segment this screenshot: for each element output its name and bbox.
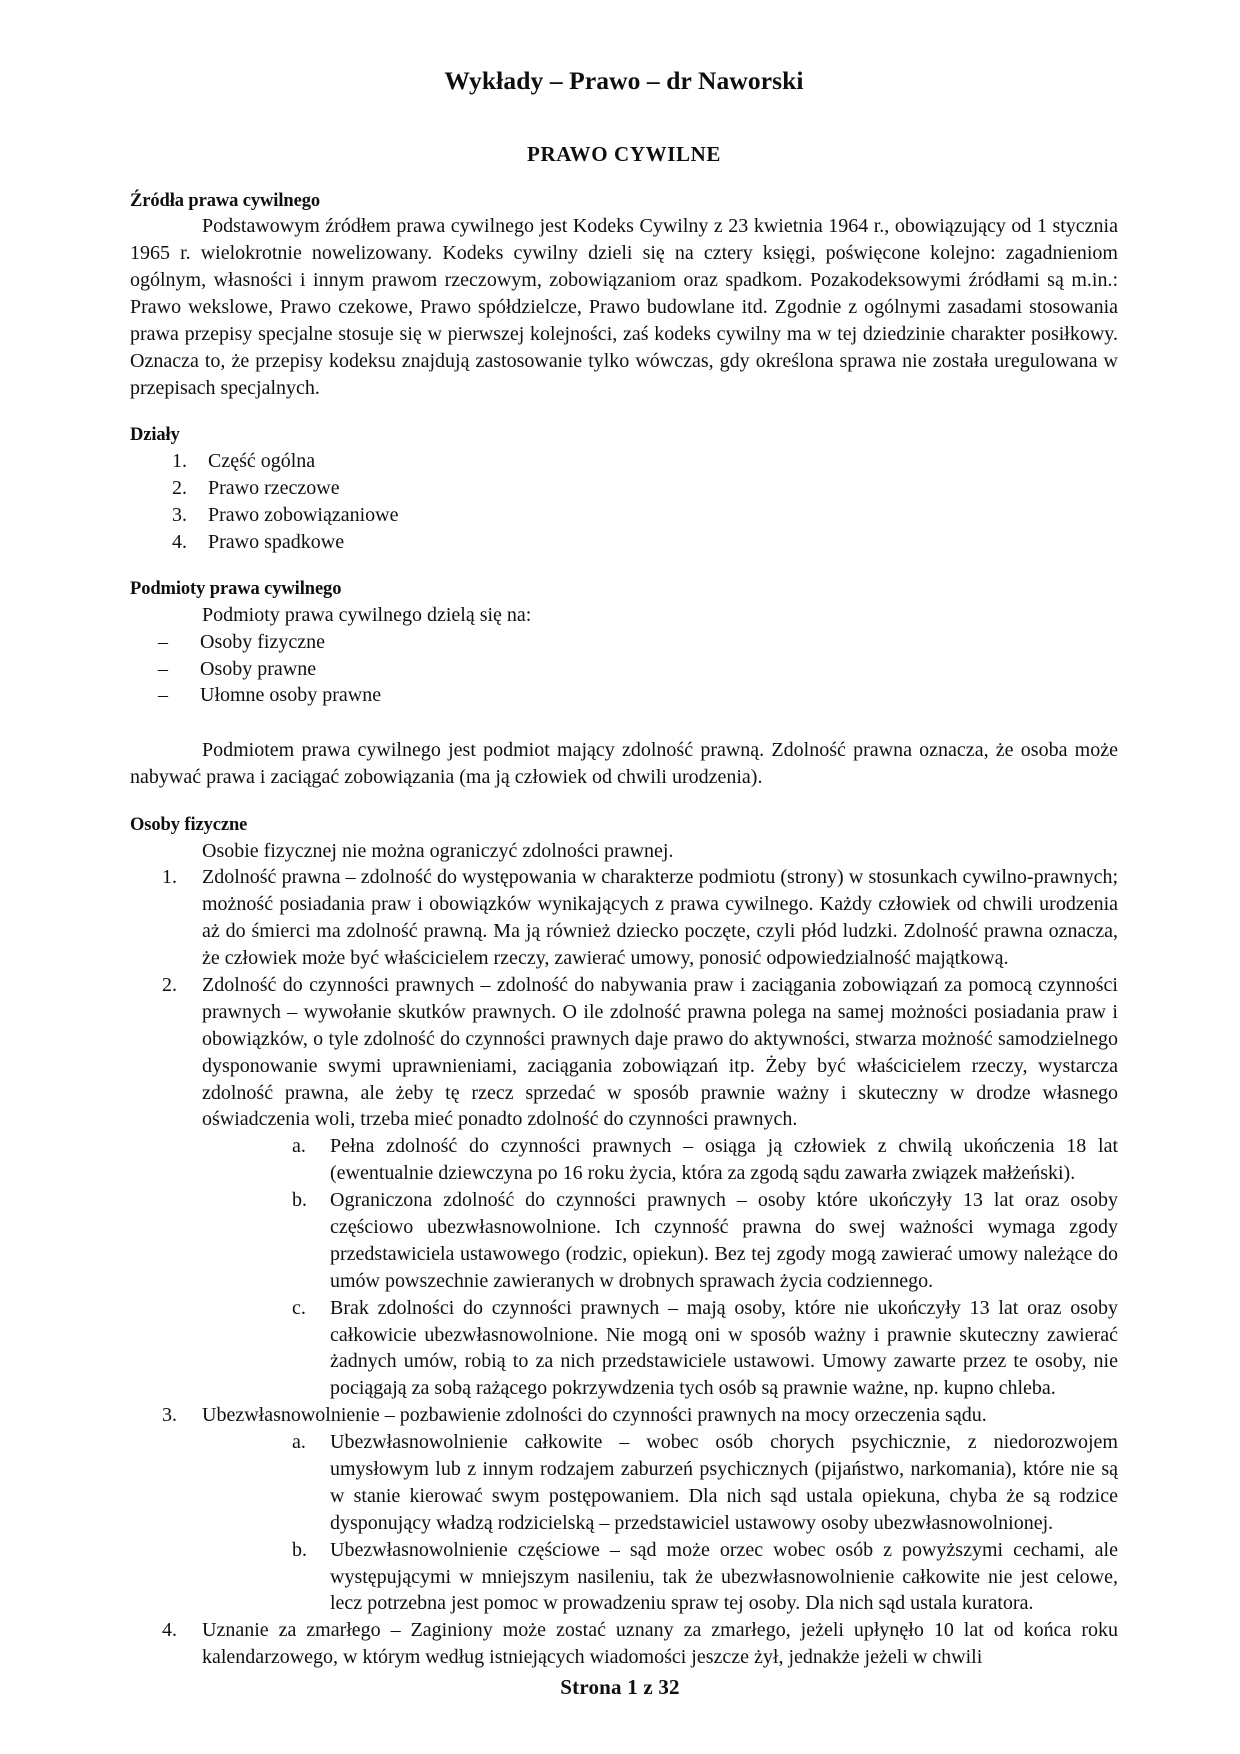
- list-marker: 1.: [172, 449, 187, 472]
- section-title: PRAWO CYWILNE: [527, 141, 721, 166]
- list-item-text: Osoby fizyczne: [200, 630, 325, 653]
- sublist-item: [202, 1295, 1118, 1403]
- sublist-item-text: Brak zdolności do czynności prawnych – mają osoby, które nie ukończyły 13 lat oraz osoby całkowicie ubezwłasnowolnione. Nie mogą oni w sposób ważny i prawnie skuteczny zawierać żadnych umów, robią to za nich przedstawiciele ustawowi. Umowy zawarte przez te osoby, nie pociągają za sobą rażącego pokrzywdzenia tych osób są prawnie ważne, np. kupno chleba.: [330, 1296, 1118, 1400]
- list-item: [130, 629, 1118, 656]
- list-marker: 1.: [162, 866, 177, 889]
- sublist-marker: b.: [292, 1189, 307, 1212]
- list-marker: 3.: [172, 503, 187, 526]
- heading-osoby-fizyczne: Osoby fizyczne: [130, 815, 248, 836]
- sublist-marker: a.: [292, 1135, 306, 1158]
- list-marker: 3.: [162, 1404, 177, 1427]
- list-item: [130, 1402, 1118, 1617]
- page-footer: Strona 1 z 32: [560, 1675, 680, 1699]
- dash-bullet-icon: –: [158, 684, 168, 707]
- sublist-item-text: Ubezwłasnowolnienie częściowe – sąd może orzec wobec osób z powyższymi cechami, ale występującymi w mniejszym nasileniu, tak że ubezwłasnowolnienie całkowite nie jest celowe, lecz potrzebna jest pomoc w prowadzeniu spraw tej osoby. Dla nich sąd ustala kuratora.: [330, 1538, 1118, 1615]
- sublist-item: [202, 1133, 1118, 1187]
- sublist-zdolnosc-czynnosci: [202, 1133, 1118, 1402]
- list-marker: 2.: [162, 974, 177, 996]
- heading-zrodla-prawa-cywilnego: Źródła prawa cywilnego: [130, 190, 320, 211]
- sublist-item-text: Ograniczona zdolność do czynności prawnych – osoby które ukończyły 13 lat oraz osoby częściowo ubezwłasnowolnione. Ich czynność prawna do swej ważności wymaga zgody przedstawiciela ustawowego (rodzic, opiekun). Bez tej zgody mogą zawierać umowy należące do umów powszechnie zawieranych w drobnych sprawach życia codziennego.: [330, 1189, 1118, 1292]
- sublist-item-text: Pełna zdolność do czynności prawnych – osiąga ją człowiek z chwilą ukończenia 18 lat (ewentualnie dziewczyna po 16 roku życia, która za zgodą sądu zawarła związek małżeński).: [330, 1135, 1118, 1185]
- list-marker: 4.: [162, 1619, 177, 1642]
- list-item: [130, 1617, 1118, 1671]
- dash-bullet-icon: –: [158, 630, 168, 653]
- page-title: Wykłady – Prawo – dr Naworski: [444, 66, 804, 95]
- list-osoby-fizyczne: [130, 864, 1118, 1671]
- sublist-item: [202, 1187, 1118, 1295]
- list-item-text: Uznanie za zmarłego – Zaginiony może zostać uznany za zmarłego, jeżeli upłynęło 10 lat od końca roku kalendarzowego, w którym według istniejących wiadomości jeszcze żył, jednakże jeżeli w chwili: [202, 1619, 1118, 1669]
- list-item: [130, 972, 1118, 1402]
- sublist-item-text: Ubezwłasnowolnienie całkowite – wobec osób chorych psychicznie, z niedorozwojem umysłowym lub z innym rodzajem zaburzeń psychicznych (pijaństwo, narkomania), które nie są w stanie kierować swym postępowaniem. Dla nich sąd ustala opiekuna, chyba że są rodzice dysponujący władzą rodzicielską – przedstawiciel ustawowy osoby ubezwłasnowolnionej.: [330, 1431, 1118, 1534]
- sublist-marker: a.: [292, 1431, 306, 1454]
- list-item: [130, 502, 1118, 529]
- list-item-text: Ułomne osoby prawne: [200, 684, 382, 707]
- list-marker: 4.: [172, 530, 187, 553]
- paragraph-osoby-fizyczne-lead: Osobie fizycznej nie można ograniczyć zdolności prawnej.: [202, 839, 674, 862]
- heading-dzialy: Działy: [130, 425, 180, 446]
- list-item-text: Ubezwłasnowolnienie – pozbawienie zdolności do czynności prawnych na mocy orzeczenia sądu.: [202, 1404, 987, 1427]
- paragraph-podmiot-zdolnosc: Podmiotem prawa cywilnego jest podmiot mający zdolność prawną. Zdolność prawna oznacza, że osoba może nabywać prawa i zaciągać zobowiązania (ma ją człowiek od chwili urodzenia).: [130, 739, 1118, 789]
- list-dzialy: [130, 448, 1118, 556]
- sublist-item: [202, 1429, 1118, 1537]
- sublist-item: [202, 1537, 1118, 1618]
- list-item-text: Prawo zobowiązaniowe: [208, 503, 399, 526]
- list-item: [130, 682, 1118, 709]
- list-item-text: Prawo rzeczowe: [208, 476, 340, 499]
- list-item-text: Część ogólna: [208, 449, 316, 472]
- paragraph-podmioty-lead: Podmioty prawa cywilnego dzielą się na:: [202, 603, 532, 626]
- sublist-ubezwlasnowolnienie: [202, 1429, 1118, 1617]
- list-marker: 2.: [172, 476, 187, 499]
- list-item-text: Osoby prawne: [200, 657, 317, 680]
- sublist-marker: c.: [292, 1296, 306, 1319]
- paragraph-zrodla: Podstawowym źródłem prawa cywilnego jest Kodeks Cywilny z 23 kwietnia 1964 r., obowiązujący od 1 stycznia 1965 r. wielokrotnie nowelizowany. Kodeks cywilny dzieli się na cztery księgi, poświęcone kolejno: zagadnieniom ogólnym, własności i innym prawom rzeczowym, zobowiązaniom oraz spadkom. Pozakodeksowymi źródłami są m.in.: Prawo wekslowe, Prawo czekowe, Prawo spółdzielcze, Prawo budowlane itd. Zgodnie z ogólnymi zasadami stosowania prawa przepisy specjalne stosuje się w pierwszej kolejności, zaś kodeks cywilny ma w tej dziedzinie charakter posiłkowy. Oznacza to, że przepisy kodeksu znajdują zastosowanie tylko wówczas, gdy określona sprawa nie została uregulowana w przepisach specjalnych.: [130, 215, 1118, 399]
- list-item-text: Zdolność do czynności prawnych – zdolność do nabywania praw i zaciągania zobowiązań za pomocą czynności prawnych – wywołanie skutków prawnych. O ile zdolność prawna polega na samej możności posiadania praw i obowiązków, o tyle zdolność do czynności prawnych daje prawo do aktywności, stwarza możność samodzielnego dysponowanie swymi uprawnieniami, zaciągania zobowiązań itp. Żeby być właścicielem rzeczy, wystarcza zdolność prawna, ale żeby tę rzecz sprzedać w sposób prawnie ważny i skuteczny w drodze własnego oświadczenia woli, trzeba mieć ponadto zdolność do czynności prawnych.: [202, 974, 1118, 1131]
- sublist-marker: b.: [292, 1538, 307, 1561]
- list-item-text: Zdolność prawna – zdolność do występowania w charakterze podmiotu (strony) w stosunkach cywilno-prawnych; możność posiadania praw i obowiązków wynikających z prawa cywilnego. Każdy człowiek od chwili urodzenia aż do śmierci ma zdolność prawną. Ma ją również dziecko poczęte, czyli płód ludzki. Zdolność prawna oznacza, że człowiek może być właścicielem rzeczy, zawierać umowy, ponosić odpowiedzialność majątkową.: [202, 866, 1118, 970]
- dash-bullet-icon: –: [158, 657, 168, 680]
- list-podmioty-bullets: [130, 629, 1118, 710]
- list-item: [130, 448, 1118, 475]
- list-item: [130, 529, 1118, 556]
- list-item: [130, 656, 1118, 683]
- list-item: [130, 475, 1118, 502]
- list-item-text: Prawo spadkowe: [208, 530, 345, 553]
- list-item: [130, 864, 1118, 972]
- heading-podmioty-prawa-cywilnego: Podmioty prawa cywilnego: [130, 579, 342, 600]
